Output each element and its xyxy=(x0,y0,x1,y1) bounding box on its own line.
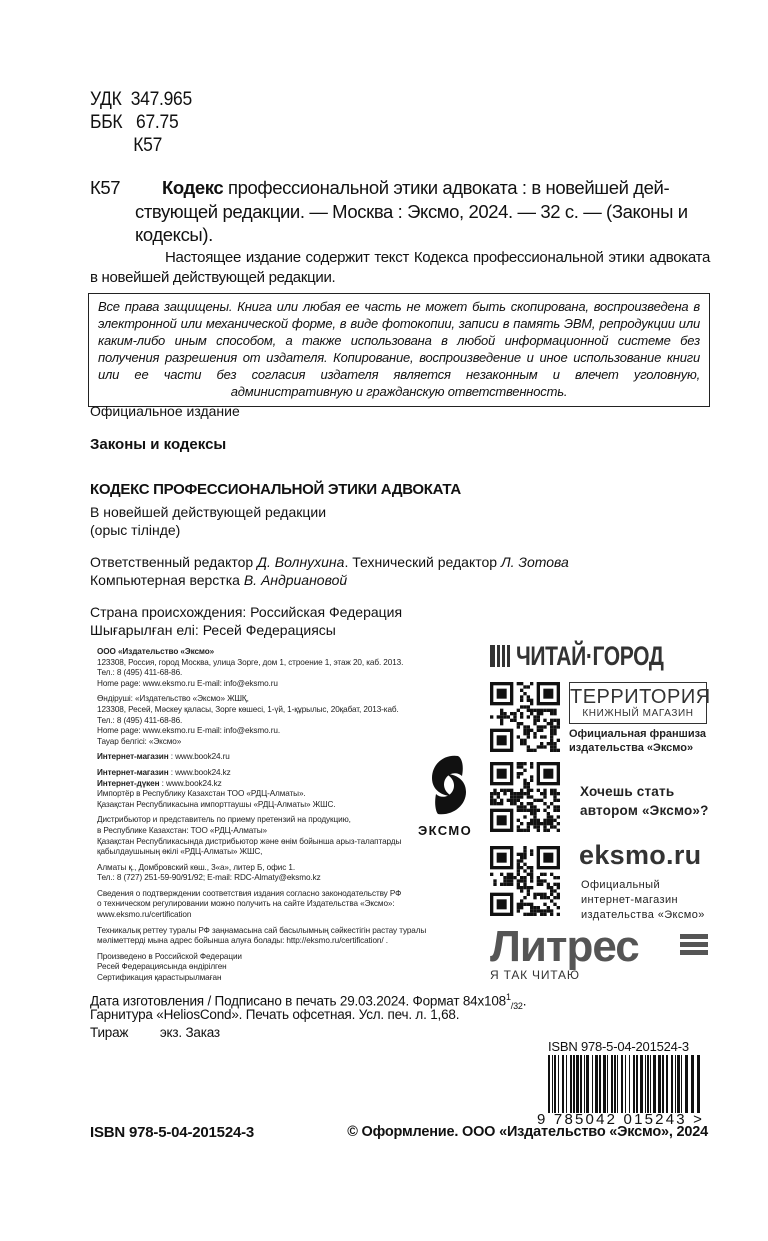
credit-layout-label: Компьютерная верстка xyxy=(90,572,244,588)
credits-line1 xyxy=(90,553,569,571)
eksmo-logo-text: ЭКСМО xyxy=(418,823,473,838)
territory-subtitle: КНИЖНЫЙ МАГАЗИН xyxy=(582,708,694,719)
become-author-text xyxy=(580,782,709,820)
shop-kz2 xyxy=(97,779,442,790)
produced-kz: Ресей Федерациясында өндірілген xyxy=(97,962,227,972)
official-line3: издательства «Эксмо» xyxy=(581,909,705,921)
litres-logo: Литрес xyxy=(490,922,639,971)
kz-tel: Тел.: 8 (495) 411-68-86. xyxy=(97,715,183,725)
importer-kz: Қазақстан Республикасына импорттаушы «РДЦ-Алматы» ЖШС. xyxy=(97,799,336,809)
shop-ru-value: : www.book24.ru xyxy=(168,752,230,762)
entry-line1: профессиональной этики адвоката : в новейшей дей- xyxy=(223,177,670,198)
chitai-gorod-logo: ЧИТАЙ·ГОРОД xyxy=(516,641,664,671)
conformity-3: www.eksmo.ru/certification xyxy=(97,910,192,920)
distributor-kz-2: қабылдаушының өкілі «РДЦ-Алматы» ЖШС, xyxy=(97,847,263,857)
credits-line2 xyxy=(90,571,347,589)
official-line2: интернет-магазин xyxy=(581,894,679,906)
print-run-label: Тираж xyxy=(90,1025,129,1040)
credit-tech-label: . Технический редактор xyxy=(344,554,501,570)
kz-trademark: Тауар белгісі: «Эксмо» xyxy=(97,736,182,746)
print-line3 xyxy=(90,1024,220,1042)
become-author-line1: Хочешь стать xyxy=(580,784,675,799)
print-line1-end: . xyxy=(522,993,527,1009)
origin-ru: Страна происхождения: Российская Федерация xyxy=(90,604,403,620)
print-line2: Гарнитура «HeliosCond». Печать офсетная. Усл. печ. л. 1,68. xyxy=(90,1007,460,1022)
qr-code-territory-icon xyxy=(490,682,560,752)
territory-logo xyxy=(569,682,711,724)
credit-tech-name: Л. Зотова xyxy=(500,554,569,570)
distributor-ru-1: Дистрибьютор и представитель по приему претензий на продукцию, xyxy=(97,815,351,825)
entry-annotation: Настоящее издание содержит текст Кодекса профессиональной этики адвоката в новейшей действующей редакции. xyxy=(90,249,710,286)
publisher-tel: Тел.: 8 (495) 411-68-86. xyxy=(97,668,183,678)
credit-layout-name: В. Андриановой xyxy=(243,572,348,588)
format-sup: 1 xyxy=(505,992,511,1002)
kz-address: 123308, Ресей, Мәскеу қаласы, Зорге көшесі, 1-үй, 1-құрылыс, 20қабат, 2013-каб. xyxy=(97,704,399,714)
almaty-address: Алматы қ., Домбровский көш., 3«а», литер Б, офис 1. xyxy=(97,862,296,872)
entry-line3: кодексы). xyxy=(135,224,213,245)
shop-kz-value: : www.book24.kz xyxy=(168,767,231,777)
franchise-line2: издательства «Эксмо» xyxy=(569,742,694,754)
official-shop-text xyxy=(581,878,705,923)
isbn-bottom: ISBN 978-5-04-201524-3 xyxy=(90,1124,255,1141)
isbn-top: ISBN 978-5-04-201524-3 xyxy=(548,1039,689,1054)
distributor-ru-2: в Республике Казахстан: ТОО «РДЦ-Алматы» xyxy=(97,825,267,835)
conformity-2: о техническом регулировании можно получить на сайте Издательства «Эксмо»: xyxy=(97,899,395,909)
chitai-gorod-bars-icon xyxy=(490,645,512,667)
entry-title: Кодекс xyxy=(162,177,224,198)
isbn-barcode-icon xyxy=(546,1055,706,1113)
shop-kz2-label: Интернет-дүкен xyxy=(97,778,160,788)
qr-code-author-icon xyxy=(490,762,560,832)
bibliographic-entry xyxy=(90,176,708,247)
credit-editor-name: Д. Волнухина xyxy=(257,554,345,570)
become-author-line2: автором «Эксмо»? xyxy=(580,803,709,818)
official-edition: Официальное издание xyxy=(90,403,240,419)
distributor-kz-1: Қазақстан Республикасында дистрибьютор және өнім бойынша арыз-талаптарды xyxy=(97,836,402,846)
bbk-value: 67.75 xyxy=(136,112,179,133)
udk-label: УДК xyxy=(90,89,122,110)
eksmo-logo-icon xyxy=(424,752,474,818)
udk-value: 347.965 xyxy=(130,89,192,110)
shop-ru xyxy=(97,752,442,763)
shop-kz xyxy=(97,768,442,779)
eksmo-site-logo: eksmo.ru xyxy=(579,840,702,870)
qr-code-eksmo-shop-icon xyxy=(490,846,560,916)
subtitle-edition: В новейшей действующей редакции xyxy=(90,504,327,520)
franchise-line1: Официальная франшиза xyxy=(569,728,707,740)
shop-kz-label: Интернет-магазин xyxy=(97,767,169,777)
barcode-digits: 9 785042 015243 > xyxy=(537,1111,705,1128)
imprint-block xyxy=(97,647,442,984)
shop-ru-label: Интернет-магазин xyxy=(97,752,169,762)
bbk-label: ББК xyxy=(90,112,123,133)
format-sub: /32 xyxy=(510,1001,523,1012)
produced-ru: Произведено в Российской Федерации xyxy=(97,951,242,961)
publisher-address: 123308, Россия, город Москва, улица Зорге, дом 1, строение 1, этаж 20, каб. 2013. xyxy=(97,657,404,667)
print-date-format: Дата изготовления / Подписано в печать 29.03.2024. Формат 84x108 xyxy=(90,993,506,1009)
isbn-footer xyxy=(90,1124,708,1141)
author-sign: К57 xyxy=(133,135,163,156)
cert-kz: Сертификация қарастырылмаған xyxy=(97,973,222,983)
publisher-web: Home page: www.eksmo.ru E-mail: info@eksmo.ru xyxy=(97,678,278,688)
book-title: КОДЕКС ПРОФЕССИОНАЛЬНОЙ ЭТИКИ АДВОКАТА xyxy=(90,481,461,498)
territory-title: ТЕРРИТОРИЯ xyxy=(570,686,711,708)
importer-ru: Импортёр в Республику Казахстан ТОО «РДЦ-Алматы». xyxy=(97,789,306,799)
subtitle-language: (орыс тілінде) xyxy=(90,522,181,538)
official-line1: Официальный xyxy=(581,879,660,891)
shop-kz2-value: : www.book24.kz xyxy=(159,778,222,788)
almaty-tel: Тел.: 8 (727) 251-59-90/91/92; E-mail: RDC-Almaty@eksmo.kz xyxy=(97,873,321,883)
print-order-label: экз. Заказ xyxy=(159,1025,220,1040)
kz-web: Home page: www.eksmo.ru E-mail: info@eksmo.ru. xyxy=(97,726,280,736)
conformity-kz-1: Техникалық реттеу туралы РФ заңнамасына сай басылымның сәйкестігін растау туралы xyxy=(97,925,427,935)
entry-code: К57 xyxy=(90,177,121,198)
origin-kz: Шығарылған елі: Ресей Федерациясы xyxy=(90,622,336,638)
franchise-text xyxy=(569,727,706,755)
rights-notice: Все права защищены. Книга или любая ее часть не может быть скопирована, воспроизведена в электронной или механической форме, в виде фотокопии, записи в память ЭВМ, репродукции или каким-либо иным способом, а также использована в любой информационной системе без получения разрешения от издателя. Копирование, воспроизведение и иное использование книги или ее части без согласия издателя является незаконным и влечет уголовную, административную и гражданскую ответственность. xyxy=(88,293,710,407)
conformity-kz-2: мәліметтерді мына адрес бойынша алуға болады: http://eksmo.ru/certification/ . xyxy=(97,936,388,946)
credit-editor-label: Ответственный редактор xyxy=(90,554,258,570)
conformity-1: Сведения о подтверждении соответствия издания согласно законодательству РФ xyxy=(97,888,402,898)
kz-maker: Өндіруші: «Издательство «Эксмо» ЖШҚ, xyxy=(97,694,249,704)
publisher-name: ООО «Издательство «Эксмо» xyxy=(97,647,215,656)
entry-line2: ствующей редакции. — Москва : Эксмо, 2024. — 32 с. — (Законы и xyxy=(135,200,688,222)
series-name: Законы и кодексы xyxy=(90,436,227,453)
copyright-line: © Оформление. ООО «Издательство «Эксмо», 2024 xyxy=(347,1124,708,1140)
litres-slogan: Я ТАК ЧИТАЮ xyxy=(490,968,580,982)
classification-block xyxy=(90,88,192,157)
litres-lines-icon xyxy=(680,934,708,956)
